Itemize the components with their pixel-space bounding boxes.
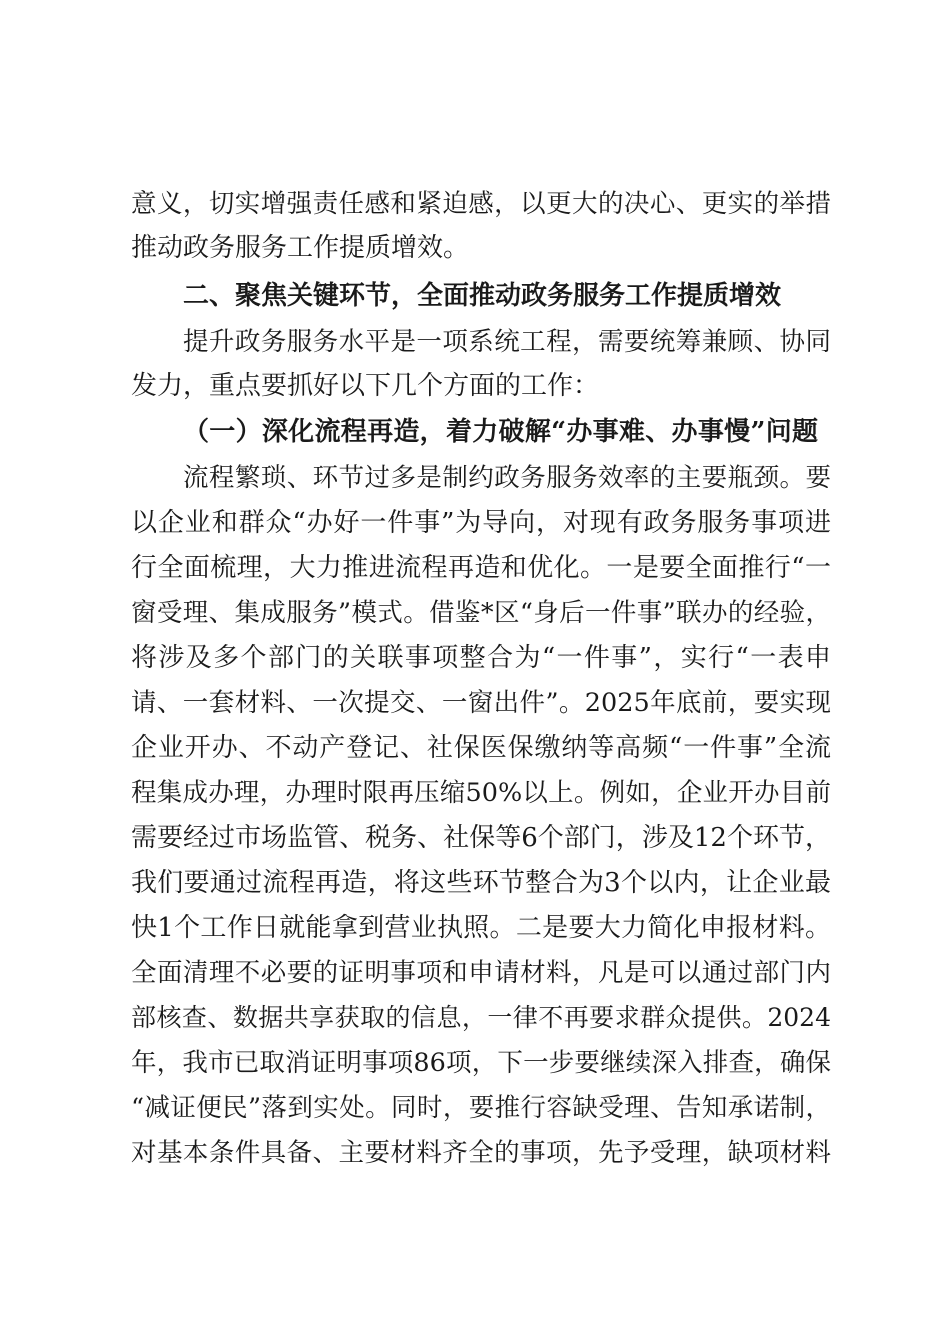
paragraph-line: 全面清理不必要的证明事项和申请材料，凡是可以通过部门内 — [131, 958, 831, 988]
paragraph-line: 部核查、数据共享获取的信息，一律不再要求群众提供。2024 — [131, 1003, 831, 1032]
paragraph-line: 请、一套材料、一次提交、一窗出件”。2025年底前，要实现 — [131, 688, 831, 718]
paragraph-line: 提升政务服务水平是一项系统工程，需要统筹兼顾、协同 — [183, 327, 831, 357]
paragraph-line: 企业开办、不动产登记、社保医保缴纳等高频“一件事”全流 — [131, 733, 831, 763]
paragraph-line: 程集成办理，办理时限再压缩50%以上。例如，企业开办目前 — [131, 778, 831, 808]
paragraph-line: 快1个工作日就能拿到营业执照。二是要大力简化申报材料。 — [131, 913, 831, 943]
paragraph-line: 意义，切实增强责任感和紧迫感，以更大的决心、更实的举措 — [131, 189, 831, 219]
paragraph-line: 年，我市已取消证明事项86项，下一步要继续深入排查，确保 — [131, 1048, 831, 1078]
paragraph-line: 流程繁琐、环节过多是制约政务服务效率的主要瓶颈。要 — [183, 463, 831, 493]
paragraph-line: 行全面梳理，大力推进流程再造和优化。一是要全面推行“一 — [131, 553, 831, 583]
paragraph-line: 窗受理、集成服务”模式。借鉴*区“身后一件事”联办的经验， — [131, 598, 831, 628]
paragraph-line: “减证便民”落到实处。同时，要推行容缺受理、告知承诺制， — [131, 1093, 831, 1123]
paragraph-line: 需要经过市场监管、税务、社保等6个部门，涉及12个环节， — [131, 823, 831, 853]
paragraph-line: 以企业和群众“办好一件事”为导向，对现有政务服务事项进 — [131, 508, 831, 538]
paragraph-line: 推动政务服务工作提质增效。 — [131, 233, 470, 263]
paragraph-line: 我们要通过流程再造，将这些环节整合为3个以内，让企业最 — [131, 868, 831, 898]
subsection-heading: （一）深化流程再造，着力破解“办事难、办事慢”问题 — [183, 417, 818, 447]
section-heading: 二、聚焦关键环节，全面推动政务服务工作提质增效 — [183, 281, 782, 311]
paragraph-line: 发力，重点要抓好以下几个方面的工作： — [131, 371, 600, 401]
paragraph-line: 将涉及多个部门的关联事项整合为“一件事”，实行“一表申 — [131, 643, 831, 673]
paragraph-line: 对基本条件具备、主要材料齐全的事项，先予受理，缺项材料 — [131, 1138, 831, 1168]
